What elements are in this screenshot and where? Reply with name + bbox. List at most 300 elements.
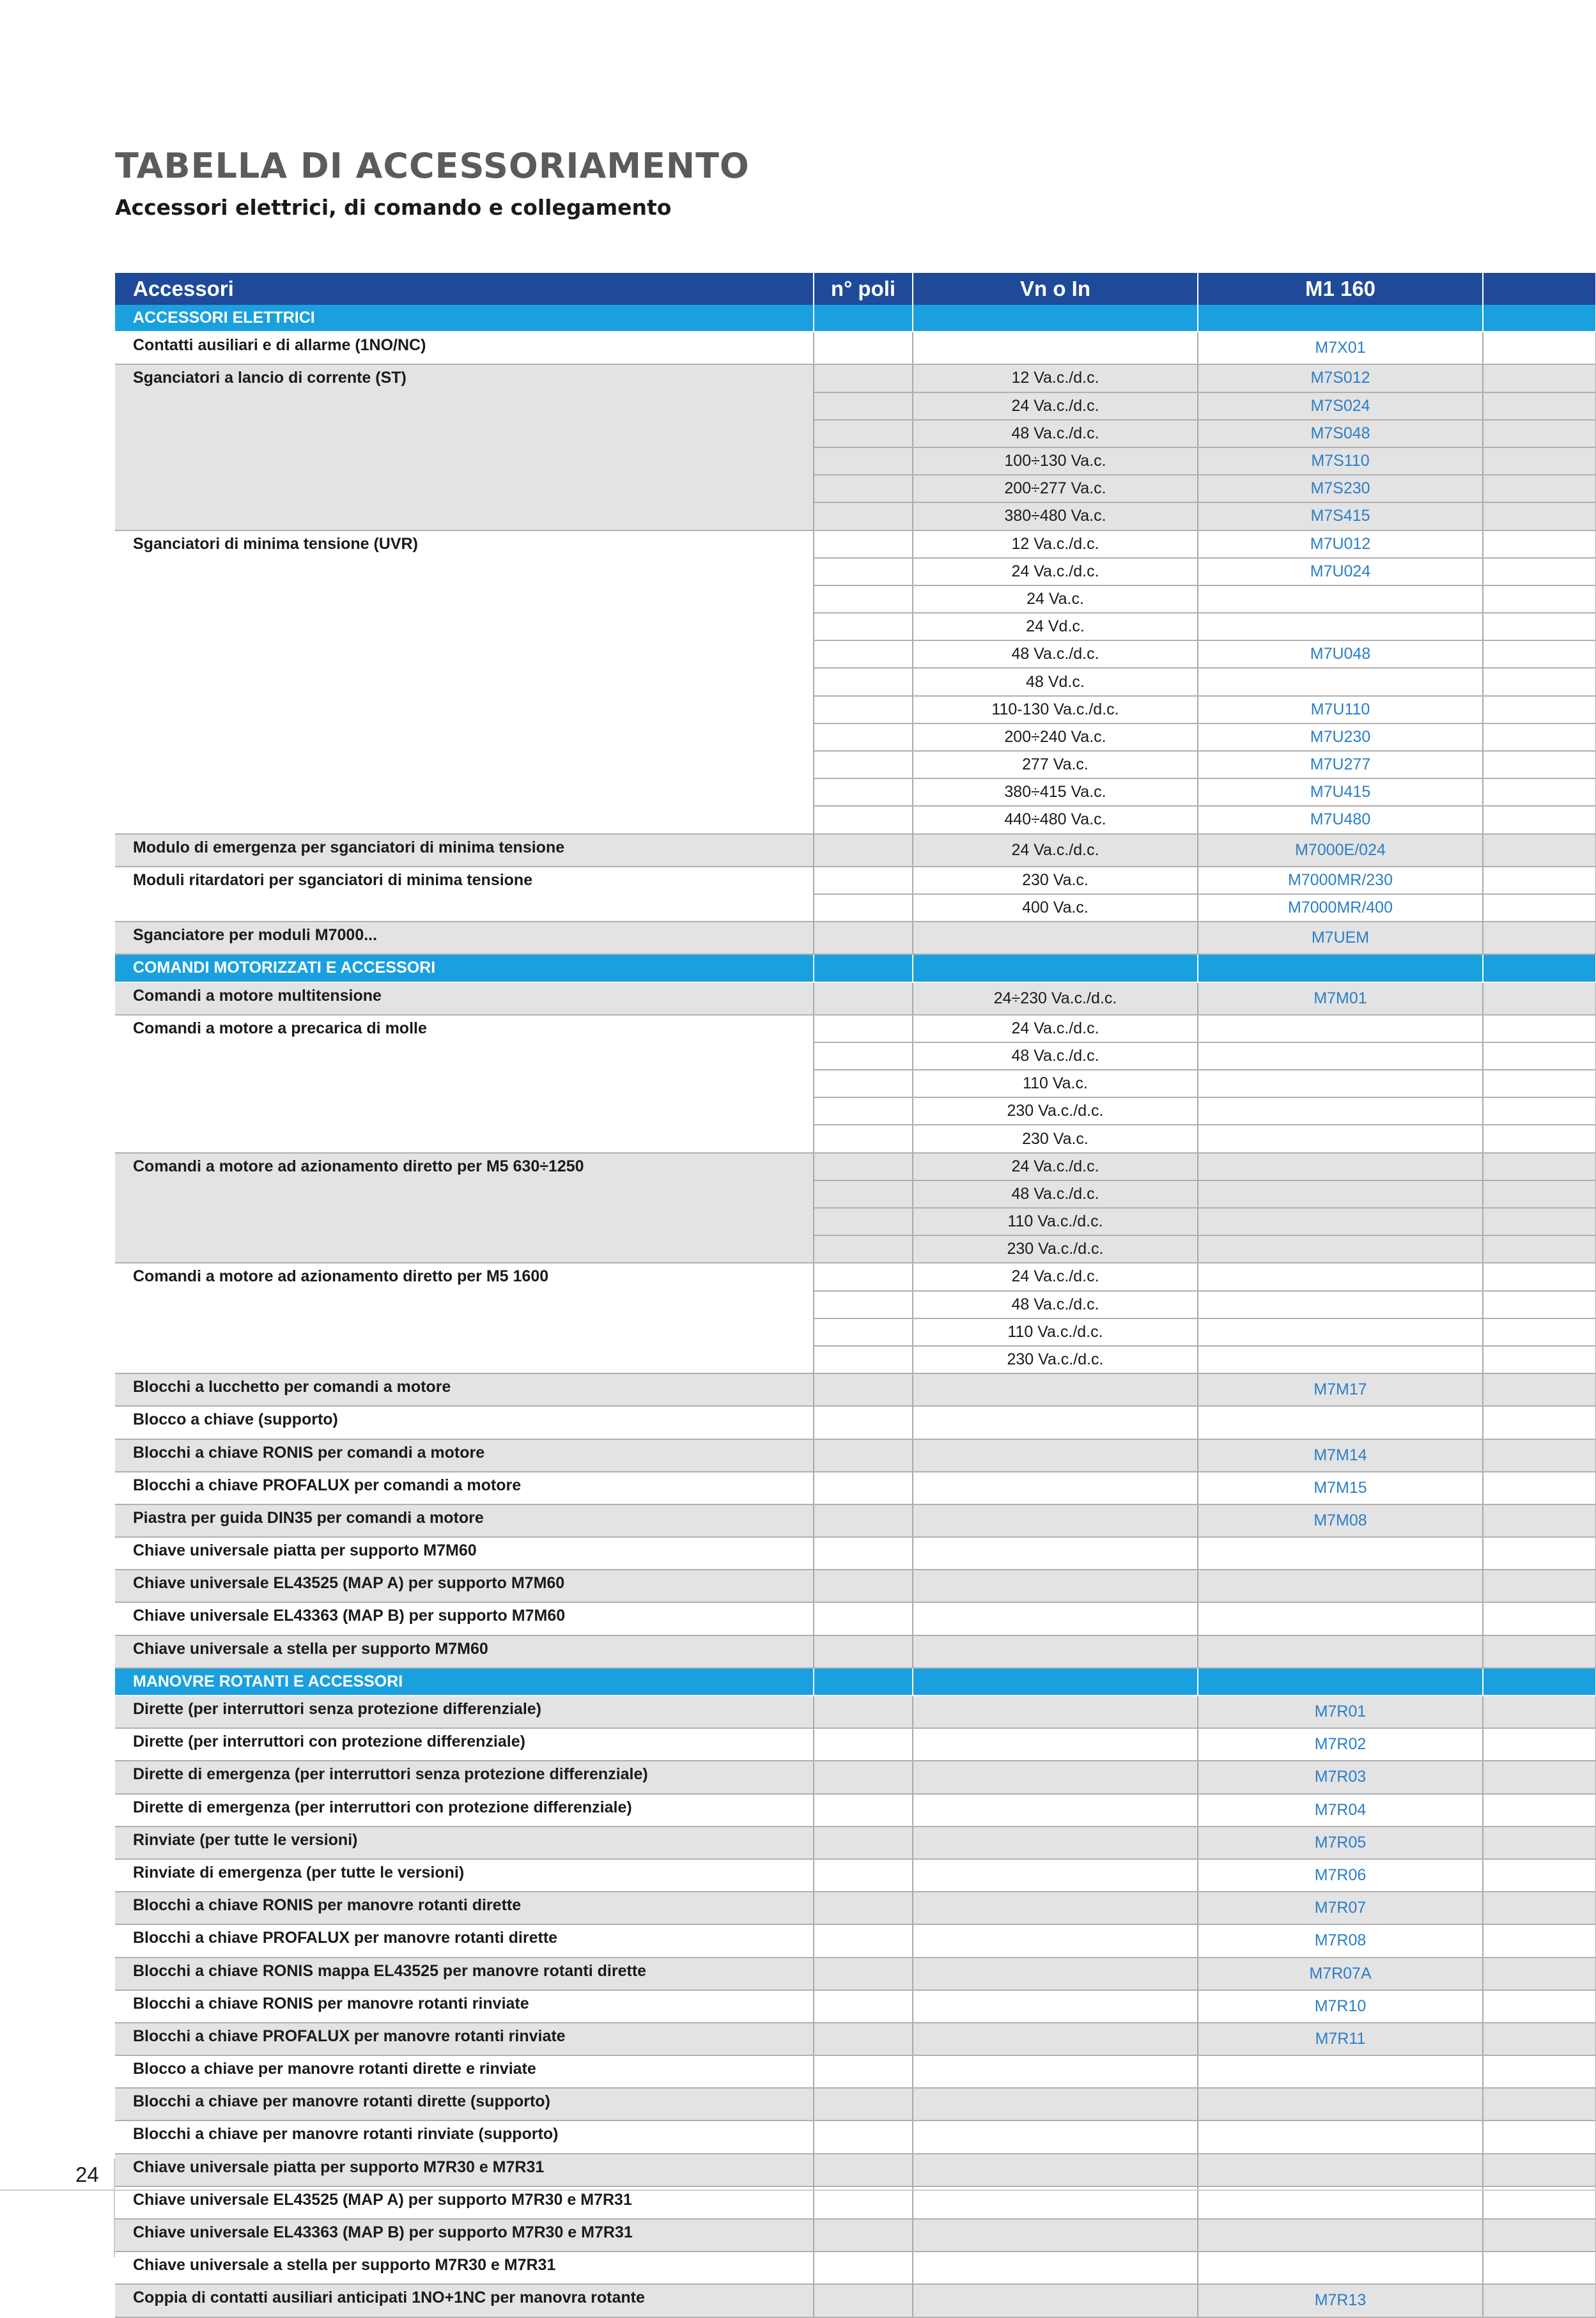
table-row: [115, 1537, 1596, 1570]
poli-cell: [814, 475, 913, 502]
voltage-cell: 48 Va.c./d.c.: [913, 640, 1198, 668]
product-code: M7UEM: [1198, 922, 1483, 954]
accessory-name: Chiave universale piatta per supporto M7M60: [115, 1537, 814, 1570]
table-row: [115, 1504, 1596, 1537]
voltage-cell: 100÷130 Va.c.: [913, 447, 1198, 475]
product-code: M7M15: [1198, 1472, 1483, 1504]
extra-cell: [1483, 723, 1596, 751]
accessory-name: Blocchi a chiave RONIS per manovre rotanti rinviate: [115, 1990, 814, 2023]
product-code: M7R05: [1198, 1827, 1483, 1859]
product-code: M7M01: [1198, 982, 1483, 1015]
product-code: [1198, 2055, 1483, 2088]
extra-cell: [1483, 1728, 1596, 1761]
poli-cell: [814, 364, 913, 392]
accessory-name: Chiave universale EL43363 (MAP B) per supporto M7R30 e M7R31: [115, 2219, 814, 2252]
table-row: [115, 2219, 1596, 2252]
poli-cell: [814, 1504, 913, 1537]
table-header-row: [115, 273, 1596, 305]
voltage-cell: 24÷230 Va.c./d.c.: [913, 982, 1198, 1015]
poli-cell: [814, 2055, 913, 2088]
product-code: [1198, 1537, 1483, 1570]
poli-cell: [814, 585, 913, 613]
voltage-cell: 230 Va.c.: [913, 1125, 1198, 1152]
voltage-cell: [913, 2121, 1198, 2153]
product-code: [1198, 1153, 1483, 1180]
product-code: M7M08: [1198, 1504, 1483, 1537]
poli-cell: [814, 1537, 913, 1570]
poli-cell: [814, 2186, 913, 2219]
section-title: MANOVRE ROTANTI E ACCESSORI: [115, 1668, 814, 1696]
extra-cell: [1483, 420, 1596, 447]
table-row: [115, 2284, 1596, 2317]
product-code: M7S048: [1198, 420, 1483, 447]
accessory-name: Blocco a chiave per manovre rotanti dirette e rinviate: [115, 2055, 814, 2088]
poli-cell: [814, 1990, 913, 2023]
table-row: [115, 2252, 1596, 2284]
product-code: [1198, 1235, 1483, 1263]
voltage-cell: 24 Va.c./d.c.: [913, 1263, 1198, 1290]
accessory-name: Modulo di emergenza per sganciatori di minima tensione: [115, 834, 814, 867]
product-code: [1198, 1208, 1483, 1235]
poli-cell: [814, 1180, 913, 1208]
vn-cell: [913, 305, 1198, 332]
voltage-cell: 200÷240 Va.c.: [913, 723, 1198, 751]
poli-cell: [814, 982, 913, 1015]
accessory-name: Dirette di emergenza (per interruttori senza protezione differenziale): [115, 1761, 814, 1793]
table-row: [115, 1990, 1596, 2023]
extra-cell: [1483, 1570, 1596, 1602]
product-code: [1198, 585, 1483, 613]
accessory-name: Sganciatori a lancio di corrente (ST): [115, 364, 814, 530]
product-code: [1198, 1070, 1483, 1097]
voltage-cell: [913, 1635, 1198, 1668]
product-code: [1198, 1346, 1483, 1373]
footer-divider: [0, 2190, 1596, 2191]
table-row: [115, 2055, 1596, 2088]
voltage-cell: [913, 1794, 1198, 1827]
table-row: [115, 2186, 1596, 2219]
accessories-table: [115, 273, 1596, 2318]
product-code: [1198, 1635, 1483, 1668]
extra-cell: [1483, 922, 1596, 954]
product-code: M7U480: [1198, 806, 1483, 833]
table-row: [115, 2023, 1596, 2055]
page-title: TABELLA DI ACCESSORIAMENTO: [115, 146, 750, 186]
product-code: [1198, 1318, 1483, 1346]
poli-cell: [814, 806, 913, 833]
voltage-cell: 110 Va.c./d.c.: [913, 1208, 1198, 1235]
voltage-cell: [913, 2154, 1198, 2186]
voltage-cell: 110 Va.c.: [913, 1070, 1198, 1097]
product-code: M7S024: [1198, 392, 1483, 420]
poli-cell: [814, 2121, 913, 2153]
extra-cell: [1483, 954, 1596, 982]
poli-cell: [814, 1794, 913, 1827]
poli-cell: [814, 530, 913, 558]
voltage-cell: [913, 1504, 1198, 1537]
accessory-name: Blocchi a chiave PROFALUX per comandi a motore: [115, 1472, 814, 1504]
product-code: [1198, 2252, 1483, 2284]
extra-cell: [1483, 1892, 1596, 1924]
product-code: [1198, 1180, 1483, 1208]
voltage-cell: [913, 2219, 1198, 2252]
extra-cell: [1483, 1990, 1596, 2023]
voltage-cell: 110 Va.c./d.c.: [913, 1318, 1198, 1346]
product-code: [1198, 2154, 1483, 2186]
product-code: M7R13: [1198, 2284, 1483, 2317]
table-row: [115, 834, 1596, 867]
extra-cell: [1483, 2121, 1596, 2153]
extra-cell: [1483, 696, 1596, 723]
table-row: [115, 1859, 1596, 1892]
extra-cell: [1483, 1472, 1596, 1504]
vn-cell: [913, 954, 1198, 982]
extra-cell: [1483, 1794, 1596, 1827]
product-code: M7U012: [1198, 530, 1483, 558]
table-row: [115, 1794, 1596, 1827]
voltage-cell: 24 Va.c./d.c.: [913, 1015, 1198, 1042]
code-cell: [1198, 305, 1483, 332]
voltage-cell: 400 Va.c.: [913, 894, 1198, 922]
voltage-cell: [913, 922, 1198, 954]
poli-cell: [814, 954, 913, 982]
table-row: [115, 2121, 1596, 2153]
poli-cell: [814, 751, 913, 778]
extra-cell: [1483, 1827, 1596, 1859]
voltage-cell: [913, 2252, 1198, 2284]
product-code: [1198, 1406, 1483, 1439]
poli-cell: [814, 1070, 913, 1097]
extra-cell: [1483, 1208, 1596, 1235]
table-row: [115, 530, 1596, 558]
product-code: M7M17: [1198, 1373, 1483, 1406]
extra-cell: [1483, 668, 1596, 695]
product-code: [1198, 1570, 1483, 1602]
voltage-cell: [913, 2088, 1198, 2121]
poli-cell: [814, 1235, 913, 1263]
accessory-name: Dirette (per interruttori senza protezione differenziale): [115, 1696, 814, 1728]
extra-cell: [1483, 751, 1596, 778]
poli-cell: [814, 1859, 913, 1892]
table-row: [115, 922, 1596, 954]
product-code: M7R06: [1198, 1859, 1483, 1892]
product-code: M7000MR/230: [1198, 867, 1483, 894]
poli-cell: [814, 867, 913, 894]
extra-cell: [1483, 1406, 1596, 1439]
poli-cell: [814, 1042, 913, 1070]
voltage-cell: 277 Va.c.: [913, 751, 1198, 778]
voltage-cell: 24 Va.c./d.c.: [913, 1153, 1198, 1180]
poli-cell: [814, 1406, 913, 1439]
product-code: M7R04: [1198, 1794, 1483, 1827]
poli-cell: [814, 1153, 913, 1180]
extra-cell: [1483, 1153, 1596, 1180]
voltage-cell: [913, 1728, 1198, 1761]
accessory-name: Blocchi a chiave RONIS mappa EL43525 per manovre rotanti dirette: [115, 1958, 814, 1990]
product-code: M7U277: [1198, 751, 1483, 778]
extra-cell: [1483, 1291, 1596, 1318]
extra-cell: [1483, 1070, 1596, 1097]
accessory-name: Dirette di emergenza (per interruttori con protezione differenziale): [115, 1794, 814, 1827]
header-vn: Vn o In: [913, 273, 1198, 305]
product-code: [1198, 2088, 1483, 2121]
voltage-cell: [913, 1761, 1198, 1793]
voltage-cell: [913, 1958, 1198, 1990]
poli-cell: [814, 392, 913, 420]
footer-vertical-divider: [114, 2159, 115, 2257]
product-code: M7R10: [1198, 1990, 1483, 2023]
accessory-name: Sganciatore per moduli M7000...: [115, 922, 814, 954]
voltage-cell: [913, 1602, 1198, 1635]
poli-cell: [814, 2154, 913, 2186]
extra-cell: [1483, 2154, 1596, 2186]
product-code: M7S415: [1198, 502, 1483, 530]
product-code: M7R11: [1198, 2023, 1483, 2055]
accessory-name: Contatti ausiliari e di allarme (1NO/NC): [115, 332, 814, 364]
section-header-row: [115, 305, 1596, 332]
product-code: M7R02: [1198, 1728, 1483, 1761]
voltage-cell: 200÷277 Va.c.: [913, 475, 1198, 502]
page-number: 24: [75, 2163, 99, 2186]
extra-cell: [1483, 1235, 1596, 1263]
extra-cell: [1483, 1635, 1596, 1668]
product-code: M7R03: [1198, 1761, 1483, 1793]
voltage-cell: [913, 1892, 1198, 1924]
poli-cell: [814, 558, 913, 585]
extra-cell: [1483, 1125, 1596, 1152]
extra-cell: [1483, 1439, 1596, 1472]
header-accessori: Accessori: [115, 273, 814, 305]
extra-cell: [1483, 558, 1596, 585]
product-code: M7R01: [1198, 1696, 1483, 1728]
product-code: [1198, 1263, 1483, 1290]
product-code: [1198, 1015, 1483, 1042]
poli-cell: [814, 1668, 913, 1696]
product-code: M7S230: [1198, 475, 1483, 502]
extra-cell: [1483, 364, 1596, 392]
table-row: [115, 867, 1596, 894]
extra-cell: [1483, 585, 1596, 613]
table-row: [115, 1892, 1596, 1924]
poli-cell: [814, 1125, 913, 1152]
accessory-name: Blocchi a chiave RONIS per comandi a motore: [115, 1439, 814, 1472]
poli-cell: [814, 1602, 913, 1635]
product-code: M7U048: [1198, 640, 1483, 668]
voltage-cell: 48 Va.c./d.c.: [913, 1042, 1198, 1070]
accessory-name: Piastra per guida DIN35 per comandi a motore: [115, 1504, 814, 1537]
poli-cell: [814, 613, 913, 640]
extra-cell: [1483, 1696, 1596, 1728]
accessory-name: Chiave universale EL43363 (MAP B) per supporto M7M60: [115, 1602, 814, 1635]
voltage-cell: [913, 2186, 1198, 2219]
product-code: [1198, 668, 1483, 695]
table-row: [115, 364, 1596, 392]
code-cell: [1198, 954, 1483, 982]
poli-cell: [814, 1635, 913, 1668]
extra-cell: [1483, 1042, 1596, 1070]
extra-cell: [1483, 1859, 1596, 1892]
table-row: [115, 1602, 1596, 1635]
product-code: [1198, 2121, 1483, 2153]
voltage-cell: [913, 1827, 1198, 1859]
poli-cell: [814, 1097, 913, 1125]
vn-cell: [913, 1668, 1198, 1696]
voltage-cell: 12 Va.c./d.c.: [913, 530, 1198, 558]
accessory-name: Sganciatori di minima tensione (UVR): [115, 530, 814, 834]
accessory-name: Chiave universale EL43525 (MAP A) per supporto M7M60: [115, 1570, 814, 1602]
voltage-cell: 48 Vd.c.: [913, 668, 1198, 695]
extra-cell: [1483, 2088, 1596, 2121]
voltage-cell: [913, 1373, 1198, 1406]
table-row: [115, 1958, 1596, 1990]
product-code: [1198, 1291, 1483, 1318]
poli-cell: [814, 2284, 913, 2317]
section-title: COMANDI MOTORIZZATI E ACCESSORI: [115, 954, 814, 982]
poli-cell: [814, 420, 913, 447]
extra-cell: [1483, 530, 1596, 558]
extra-cell: [1483, 305, 1596, 332]
extra-cell: [1483, 2055, 1596, 2088]
table-row: [115, 1696, 1596, 1728]
table-row: [115, 1373, 1596, 1406]
table-row: [115, 1153, 1596, 1180]
poli-cell: [814, 447, 913, 475]
poli-cell: [814, 1015, 913, 1042]
table-row: [115, 1439, 1596, 1472]
product-code: [1198, 2186, 1483, 2219]
poli-cell: [814, 1263, 913, 1290]
product-code: [1198, 1602, 1483, 1635]
product-code: M7R07A: [1198, 1958, 1483, 1990]
poli-cell: [814, 1318, 913, 1346]
poli-cell: [814, 1728, 913, 1761]
extra-cell: [1483, 1180, 1596, 1208]
accessory-name: Moduli ritardatori per sganciatori di minima tensione: [115, 867, 814, 922]
product-code: M7U415: [1198, 778, 1483, 806]
table-row: [115, 1635, 1596, 1668]
accessory-name: Blocchi a chiave RONIS per manovre rotanti dirette: [115, 1892, 814, 1924]
voltage-cell: [913, 1859, 1198, 1892]
table-body: [115, 305, 1596, 2317]
accessory-name: Coppia di contatti ausiliari anticipati 1NO+1NC per manovra rotante: [115, 2284, 814, 2317]
extra-cell: [1483, 1015, 1596, 1042]
table-row: [115, 1015, 1596, 1042]
header-extra: [1483, 273, 1596, 305]
accessory-name: Chiave universale EL43525 (MAP A) per supporto M7R30 e M7R31: [115, 2186, 814, 2219]
table-row: [115, 1728, 1596, 1761]
table-row: [115, 332, 1596, 364]
section-title: ACCESSORI ELETTRICI: [115, 305, 814, 332]
extra-cell: [1483, 475, 1596, 502]
table-row: [115, 1406, 1596, 1439]
table-row: [115, 2154, 1596, 2186]
poli-cell: [814, 2023, 913, 2055]
voltage-cell: 48 Va.c./d.c.: [913, 420, 1198, 447]
page-subtitle: Accessori elettrici, di comando e collegamento: [115, 195, 672, 220]
poli-cell: [814, 1892, 913, 1924]
poli-cell: [814, 922, 913, 954]
poli-cell: [814, 305, 913, 332]
accessory-name: Blocchi a lucchetto per comandi a motore: [115, 1373, 814, 1406]
voltage-cell: 24 Va.c./d.c.: [913, 558, 1198, 585]
voltage-cell: [913, 2284, 1198, 2317]
voltage-cell: 48 Va.c./d.c.: [913, 1291, 1198, 1318]
accessory-name: Blocchi a chiave PROFALUX per manovre rotanti dirette: [115, 1924, 814, 1957]
accessory-name: Chiave universale a stella per supporto M7M60: [115, 1635, 814, 1668]
extra-cell: [1483, 806, 1596, 833]
extra-cell: [1483, 1346, 1596, 1373]
voltage-cell: [913, 1537, 1198, 1570]
voltage-cell: 230 Va.c./d.c.: [913, 1346, 1198, 1373]
extra-cell: [1483, 2186, 1596, 2219]
product-code: [1198, 1097, 1483, 1125]
table-row: [115, 2088, 1596, 2121]
voltage-cell: 380÷480 Va.c.: [913, 502, 1198, 530]
poli-cell: [814, 1924, 913, 1957]
table-row: [115, 982, 1596, 1015]
product-code: [1198, 2219, 1483, 2252]
table-row: [115, 1263, 1596, 1290]
poli-cell: [814, 2088, 913, 2121]
product-code: M7S012: [1198, 364, 1483, 392]
poli-cell: [814, 1761, 913, 1793]
table-row: [115, 1570, 1596, 1602]
extra-cell: [1483, 392, 1596, 420]
extra-cell: [1483, 1668, 1596, 1696]
accessory-name: Blocchi a chiave per manovre rotanti rinviate (supporto): [115, 2121, 814, 2153]
extra-cell: [1483, 640, 1596, 668]
code-cell: [1198, 1668, 1483, 1696]
extra-cell: [1483, 1602, 1596, 1635]
extra-cell: [1483, 867, 1596, 894]
extra-cell: [1483, 2219, 1596, 2252]
header-model: M1 160: [1198, 273, 1483, 305]
accessory-name: Dirette (per interruttori con protezione differenziale): [115, 1728, 814, 1761]
poli-cell: [814, 668, 913, 695]
poli-cell: [814, 696, 913, 723]
poli-cell: [814, 2252, 913, 2284]
product-code: [1198, 1125, 1483, 1152]
extra-cell: [1483, 2252, 1596, 2284]
product-code: M7M14: [1198, 1439, 1483, 1472]
voltage-cell: [913, 1990, 1198, 2023]
extra-cell: [1483, 1373, 1596, 1406]
voltage-cell: [913, 1924, 1198, 1957]
product-code: M7000MR/400: [1198, 894, 1483, 922]
accessory-name: Chiave universale piatta per supporto M7R30 e M7R31: [115, 2154, 814, 2186]
table-row: [115, 1761, 1596, 1793]
extra-cell: [1483, 1761, 1596, 1793]
voltage-cell: 110-130 Va.c./d.c.: [913, 696, 1198, 723]
accessory-name: Blocchi a chiave per manovre rotanti dirette (supporto): [115, 2088, 814, 2121]
poli-cell: [814, 332, 913, 364]
product-code: M7U230: [1198, 723, 1483, 751]
poli-cell: [814, 778, 913, 806]
table-row: [115, 1472, 1596, 1504]
extra-cell: [1483, 1263, 1596, 1290]
product-code: M7S110: [1198, 447, 1483, 475]
poli-cell: [814, 1696, 913, 1728]
accessory-name: Comandi a motore ad azionamento diretto per M5 630÷1250: [115, 1153, 814, 1263]
poli-cell: [814, 1472, 913, 1504]
poli-cell: [814, 1291, 913, 1318]
extra-cell: [1483, 982, 1596, 1015]
voltage-cell: 230 Va.c./d.c.: [913, 1235, 1198, 1263]
extra-cell: [1483, 447, 1596, 475]
poli-cell: [814, 502, 913, 530]
extra-cell: [1483, 1097, 1596, 1125]
product-code: M7U110: [1198, 696, 1483, 723]
